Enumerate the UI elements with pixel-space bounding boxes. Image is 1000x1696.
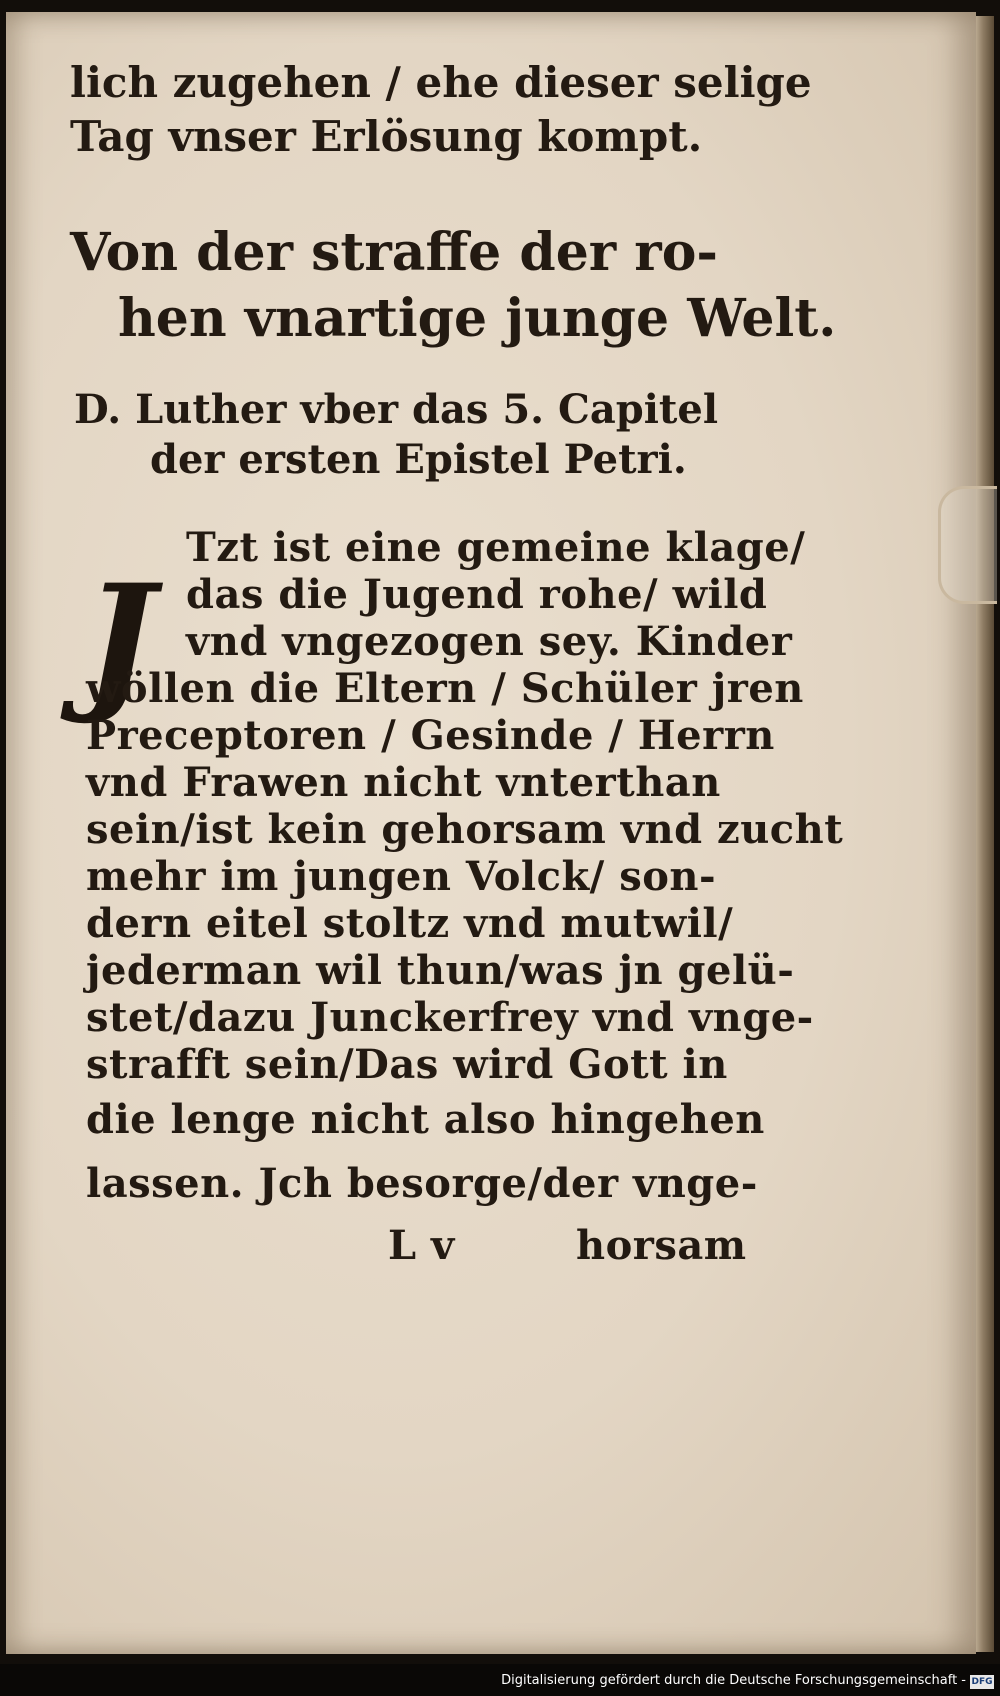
- body-line: strafft sein/Das wird Gott in: [86, 1041, 728, 1088]
- signature-mark: L v: [388, 1222, 455, 1269]
- subheading: der ersten Epistel Petri.: [150, 436, 687, 483]
- body-line: das die Jugend rohe/ wild: [186, 571, 768, 618]
- section-heading: Von der straffe der ro-: [70, 222, 718, 283]
- body-line: die lenge nicht also hingehen: [86, 1096, 765, 1143]
- body-line: lassen. Jch besorge/der vnge-: [86, 1160, 758, 1207]
- body-line: sein/ist kein gehorsam vnd zucht: [86, 806, 844, 853]
- body-line: vnd Frawen nicht vnterthan: [86, 759, 721, 806]
- subheading: D. Luther vber das 5. Capitel: [74, 386, 719, 433]
- catchword: horsam: [576, 1222, 747, 1269]
- dfg-logo: DFG: [971, 1677, 993, 1687]
- footer-credit: Digitalisierung gefördert durch die Deutsche Forschungsgemeinschaft -: [501, 1673, 966, 1688]
- text-line: Tag vnser Erlösung kompt.: [70, 112, 703, 161]
- section-heading: hen vnartige junge Welt.: [118, 288, 837, 349]
- body-line: stet/dazu Junckerfrey vnd vnge-: [86, 994, 814, 1041]
- footer-bar: [0, 1664, 1000, 1696]
- body-line: jederman wil thun/was jn gelü-: [86, 947, 795, 994]
- body-line: mehr im jungen Volck/ son-: [86, 853, 717, 900]
- drop-initial: J: [84, 552, 155, 728]
- body-line: dern eitel stoltz vnd mutwil/: [86, 900, 734, 947]
- page-edge: [976, 16, 994, 1652]
- body-line: Tzt ist eine gemeine klage/: [186, 524, 806, 571]
- body-line: wöllen die Eltern / Schüler jren: [86, 665, 804, 712]
- body-line: vnd vngezogen sey. Kinder: [186, 618, 793, 665]
- body-line: Preceptoren / Gesinde / Herrn: [86, 712, 775, 759]
- text-line: lich zugehen / ehe dieser selige: [70, 58, 812, 107]
